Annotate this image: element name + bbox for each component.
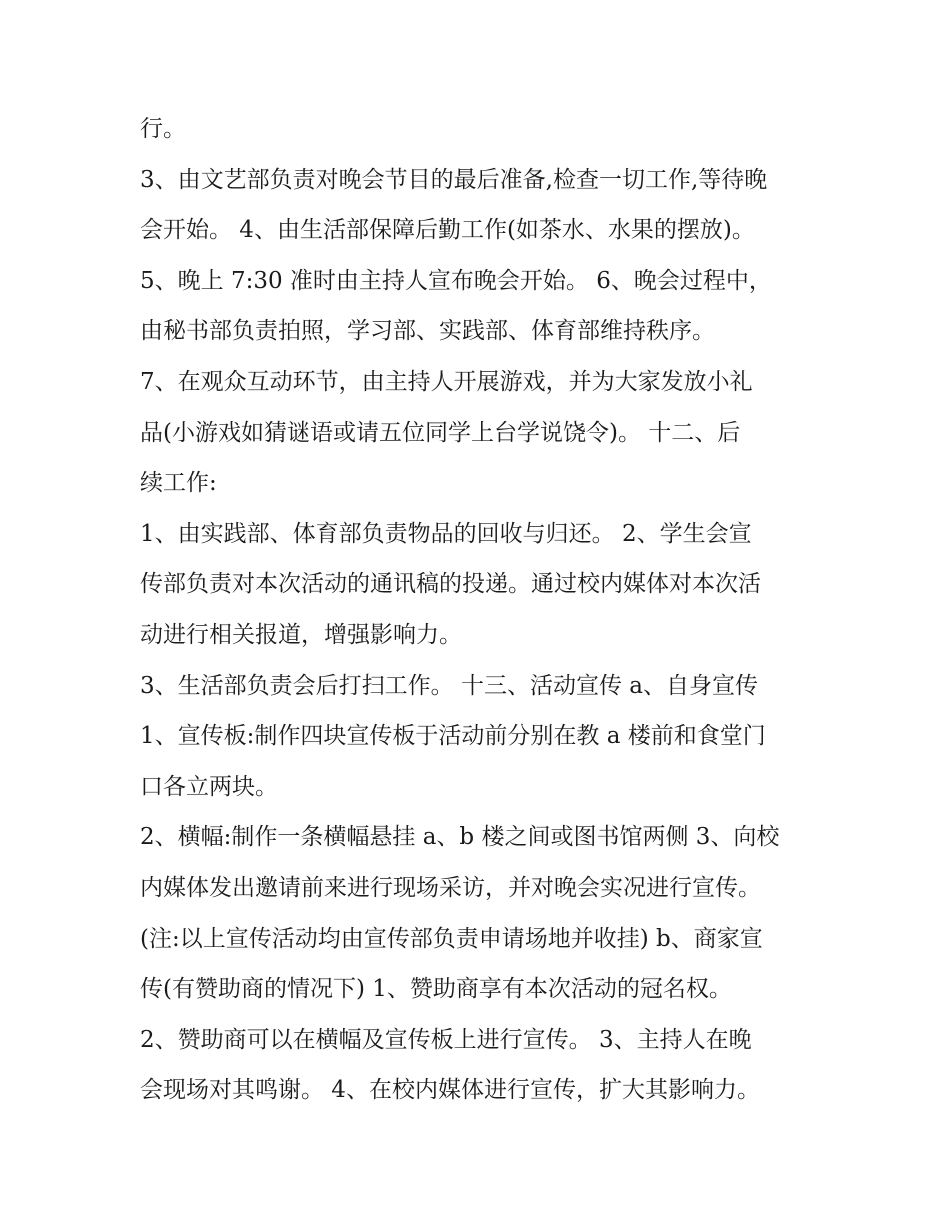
text-line: 2、赞助商可以在横幅及宣传板上进行宣传。 3、主持人在晚 [140,1026,752,1053]
text-line: 传(有赞助商的情况下) 1、赞助商享有本次活动的冠名权。 [140,976,732,1003]
text-line: 品(小游戏如猜谜语或请五位同学上台学说饶令)。 十二、后 [140,419,741,446]
body-text [140,104,820,1116]
text-line: 口各立两块。 [140,773,278,800]
text-line: 2、横幅:制作一条横幅悬挂 a、b 楼之间或图书馆两侧 3、向校 [140,824,780,851]
text-line: 5、晚上 7:30 准时由主持人宣布晚会开始。 6、晚会过程中， [140,267,772,294]
text-line: 传部负责对本次活动的通讯稿的投递。通过校内媒体对本次活 [140,571,761,598]
text-line: 行。 [140,116,186,142]
text-line: 1、宣传板:制作四块宣传板于活动前分别在教 a 楼前和食堂门 [140,723,766,750]
text-line: 会现场对其鸣谢。 4、在校内媒体进行宣传，扩大其影响力。 [140,1077,760,1104]
text-line: 由秘书部负责拍照，学习部、实践部、体育部维持秩序。 [140,318,715,345]
text-line: 7、在观众互动环节，由主持人开展游戏，并为大家发放小礼 [140,368,753,395]
text-line: 动进行相关报道，增强影响力。 [140,621,462,648]
text-line: (注:以上宣传活动均由宣传部负责申请场地并收挂) b、商家宣 [140,925,763,952]
text-line: 1、由实践部、体育部负责物品的回收与归还。 2、学生会宣 [140,520,752,547]
text-line: 续工作: [140,470,217,497]
text-line: 3、生活部负责会后打扫工作。 十三、活动宣传 a、自身宣传 [140,672,758,699]
text-line: 3、由文艺部负责对晚会节目的最后准备,检查一切工作,等待晚 [140,166,768,193]
text-line: 内媒体发出邀请前来进行现场采访，并对晚会实况进行宣传。 [140,874,761,901]
text-line: 会开始。 4、由生活部保障后勤工作(如茶水、水果的摆放)。 [140,217,755,244]
